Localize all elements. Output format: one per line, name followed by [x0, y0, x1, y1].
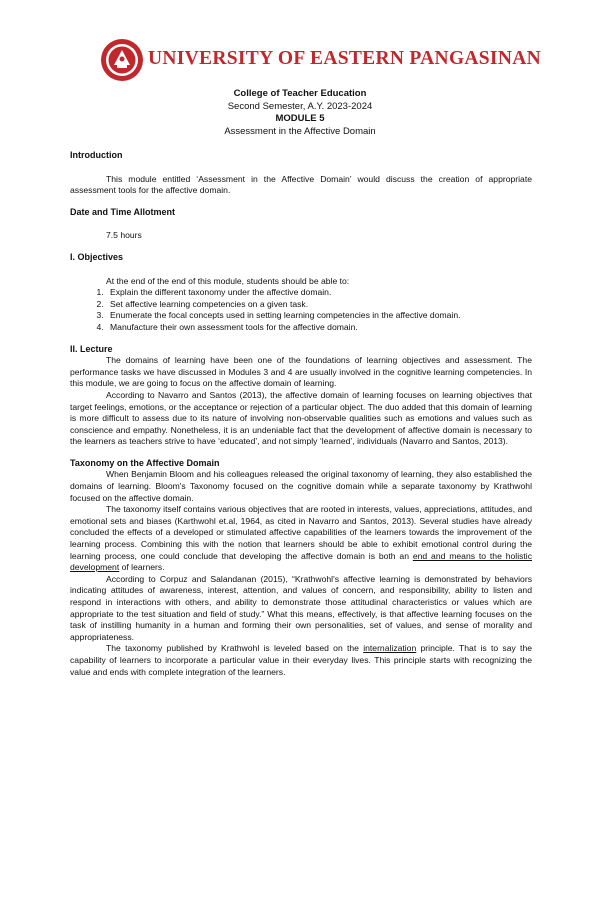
time-allotment-heading: Date and Time Allotment: [70, 206, 176, 217]
underlined-phrase: end and means to the holistic development: [70, 550, 532, 573]
university-header: [96, 38, 541, 86]
taxonomy-paragraph: [70, 504, 532, 574]
objectives-list: [70, 287, 532, 333]
objectives-intro: At the end of the end of this module, students should be able to:: [106, 275, 350, 286]
time-allotment-text: 7.5 hours: [106, 230, 142, 241]
objective-item: 3. Enumerate the focal concepts used in setting learning competencies in the affective domain.: [106, 310, 532, 322]
underlined-term: internalization: [363, 643, 417, 654]
objectives-heading: I. Objectives: [70, 251, 124, 262]
objective-item: 4. Manufacture their own assessment tools for the affective domain.: [106, 322, 532, 334]
taxonomy-text: principle. That is to say the capability of learners to incorporate a particular value in their everyday lives. This principle starts with recognizing the value and ends with complete integration of the learners.: [70, 643, 532, 677]
college-name: College of Teacher Education: [233, 88, 367, 99]
lecture-paragraph: The domains of learning have been one of the foundations of learning objectives and assessment. The performance tasks we have discussed in Modules 3 and 4 are usually involved in the cognitive learning competencies. In this module, we are going to focus on the affective domain of learning.: [70, 355, 532, 389]
taxonomy-paragraph: [70, 643, 532, 678]
objective-item: 1. Explain the different taxonomy under the affective domain.: [106, 287, 532, 299]
university-seal-logo: [100, 38, 144, 82]
introduction-text: This module entitled ‘Assessment in the Affective Domain’ would discuss the creation of appropriate assessment tools for the affective domain.: [70, 173, 532, 196]
semester-line: Second Semester, A.Y. 2023-2024: [227, 100, 373, 112]
taxonomy-text: of learners.: [119, 562, 165, 573]
introduction-heading: Introduction: [70, 150, 123, 160]
lecture-heading: II. Lecture: [70, 343, 113, 354]
module-title-block: [0, 88, 600, 138]
taxonomy-heading: Taxonomy on the Affective Domain: [70, 457, 220, 468]
document-body: [70, 150, 532, 678]
taxonomy-text: The taxonomy published by Krathwohl is leveled based on the: [106, 643, 364, 654]
module-topic: Assessment in the Affective Domain: [224, 125, 376, 137]
lecture-paragraph: According to Navarro and Santos (2013), the affective domain of learning focuses on learning objectives that target feelings, emotions, or the acceptance or rejection of a particular object. The duo added that this domain of learning is more difficult to assess due to its nature of involving non-observable qualities such as emotions and values such as conscience and empathy. Nonetheless, it is an undeniable fact that the development of affective domain is necessary to the learners as teachers strive to have ‘educated’, and not simply ‘learned’, individuals (Navarro and Santos, 2013).: [70, 389, 532, 447]
objective-item: 2. Set affective learning competencies on a given task.: [106, 299, 532, 311]
university-name: UNIVERSITY OF EASTERN PANGASINAN: [148, 48, 541, 69]
module-number: MODULE 5: [275, 113, 325, 124]
taxonomy-paragraph: According to Corpuz and Salandanan (2015), “Krathwohl's affective learning is demonstrated by behaviors indicating attitudes of awareness, interest, attention, and values of concern, and responsibility, ability to listen and respond in interactions with others, and ability to demonstrate those attitudinal characteristics or values which are appropriate to the test situation and field of study.” What this means, effectively, is that affective learning focuses on the task of instilling humanity in a human and forming their own personalities, set of values, and sense of morality and appropriateness.: [70, 573, 532, 642]
taxonomy-paragraph: When Benjamin Bloom and his colleagues released the original taxonomy of learning, they also established the domains of learning. Bloom's Taxonomy focused on the cognitive domain while a separate taxonomy by Krathwohl focused on the affective domain.: [70, 469, 532, 503]
taxonomy-text: The taxonomy itself contains various objectives that are rooted in interests, values, appreciations, attitudes, and emotional sets and biases (Karthwohl et.al, 1964, as cited in Navarro and Santos, 2013). Several studies have already concluded the effects of a developed or stimulated affective capabilities of the learners towards the improvement of the learning process. Combining this with the notion that learners should be able to exhibit emotional control during the learning process, one could conclude that developing the affective domain is both an: [70, 504, 532, 561]
